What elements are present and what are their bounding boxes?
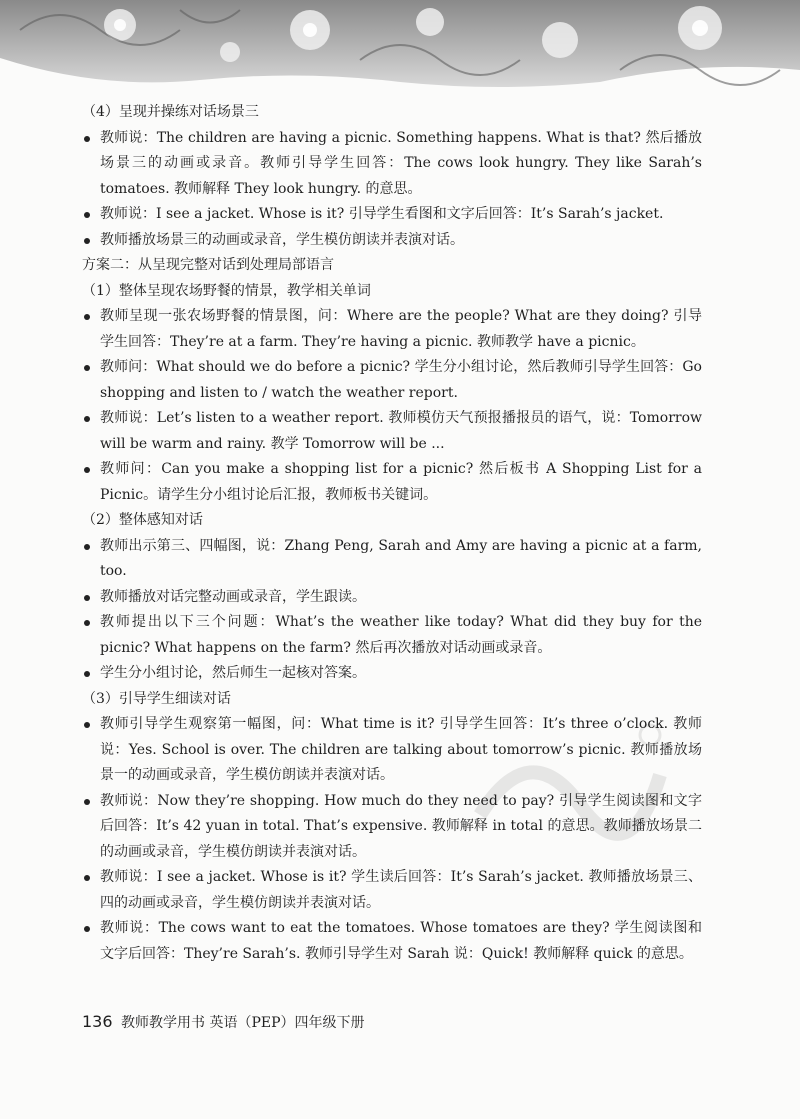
bullet-text: 教师说：The children are having a picnic. Something happens. What is that? 然后播放场景三的动画或录音。教师引导学生回答：The cows look hungry. They like Sarah’s tomatoes. 教师解释 They look hungry. 的意思。: [100, 129, 702, 197]
bullet-dot-icon: [84, 671, 90, 677]
bullet-item: [82, 304, 702, 355]
bullet-text: 教师说：Let’s listen to a weather report. 教师模仿天气预报播报员的语气，说：Tomorrow will be warm and rainy. 教学 Tomorrow will be ...: [100, 410, 702, 452]
bullet-dot-icon: [84, 875, 90, 881]
bullet-dot-icon: [84, 799, 90, 805]
bullet-item: [82, 916, 702, 967]
bullet-text: 教师说：Now they’re shopping. How much do they need to pay? 引导学生阅读图和文字后回答：It’s 42 yuan in total. That’s expensive. 教师解释 in total 的意思。教师播放场景二的动画或录音，学生模仿朗读并表演对话。: [100, 792, 702, 860]
bullet-text: 教师播放场景三的动画或录音，学生模仿朗读并表演对话。: [100, 231, 464, 248]
bullet-dot-icon: [84, 238, 90, 244]
section-heading: （2）整体感知对话: [82, 512, 203, 528]
bullet-item: [82, 355, 702, 406]
bullet-item: [82, 661, 702, 687]
bullet-dot-icon: [84, 136, 90, 142]
bullet-text: 教师播放对话完整动画或录音，学生跟读。: [100, 588, 366, 605]
section-heading: （3）引导学生细读对话: [82, 690, 231, 707]
bullet-dot-icon: [84, 365, 90, 371]
bullet-dot-icon: [84, 722, 90, 728]
bullet-dot-icon: [84, 467, 90, 473]
bullet-text: 教师提出以下三个问题：What’s the weather like today? What did they buy for the picnic? What happens on the farm? 然后再次播放对话动画或录音。: [100, 614, 702, 656]
book-title: 教师教学用书 英语（PEP）四年级下册: [121, 1015, 365, 1031]
page-content: [82, 100, 702, 967]
bullet-text: 教师说：I see a jacket. Whose is it? 引导学生看图和文字后回答：It’s Sarah’s jacket.: [100, 206, 664, 222]
section-heading: 方案二：从呈现完整对话到处理局部语言: [82, 257, 334, 273]
bullet-item: [82, 585, 702, 611]
section-heading: （1）整体呈现农场野餐的情景，教学相关单词: [82, 282, 371, 299]
bullet-item: [82, 789, 702, 866]
bullet-item: [82, 865, 702, 916]
bullet-text: 教师呈现一张农场野餐的情景图，问：Where are the people? What are they doing? 引导学生回答：They’re at a farm. They’re having a picnic. 教师教学 have a picnic。: [100, 308, 702, 350]
bullet-text: 教师问：Can you make a shopping list for a picnic? 然后板书 A Shopping List for a Picnic。请学生分小组讨论后汇报，教师板书关键词。: [100, 461, 702, 503]
bullet-item: [82, 712, 702, 789]
bullet-item: [82, 126, 702, 203]
bullet-item: [82, 610, 702, 661]
bullet-text: 教师问：What should we do before a picnic? 学生分小组讨论，然后教师引导学生回答：Go shopping and listen to / watch the weather report.: [100, 359, 702, 401]
bullet-dot-icon: [84, 544, 90, 550]
section-heading: （4）呈现并操练对话场景三: [82, 104, 259, 120]
bullet-dot-icon: [84, 620, 90, 626]
bullet-item: [82, 202, 702, 228]
bullet-text: 教师说：The cows want to eat the tomatoes. Whose tomatoes are they? 学生阅读图和文字后回答：They’re Sarah’s. 教师引导学生对 Sarah 说：Quick! 教师解释 quick 的意思。: [100, 920, 702, 962]
bullet-text: 教师说：I see a jacket. Whose is it? 学生读后回答：It’s Sarah’s jacket. 教师播放场景三、四的动画或录音，学生模仿朗读并表演对话。: [100, 869, 702, 911]
bullet-item: [82, 534, 702, 585]
bullet-text: 教师出示第三、四幅图，说：Zhang Peng, Sarah and Amy are having a picnic at a farm, too.: [100, 537, 702, 579]
bullet-item: [82, 406, 702, 457]
page-number: 136: [82, 1012, 113, 1031]
page-footer: [82, 1012, 365, 1032]
bullet-dot-icon: [84, 595, 90, 601]
bullet-dot-icon: [84, 926, 90, 932]
bullet-dot-icon: [84, 212, 90, 218]
bullet-text: 学生分小组讨论，然后师生一起核对答案。: [100, 665, 366, 681]
bullet-dot-icon: [84, 416, 90, 422]
bullet-text: 教师引导学生观察第一幅图，问：What time is it? 引导学生回答：It’s three o’clock. 教师说：Yes. School is over. The children are talking about tomorrow’s picnic. 教师播放场景一的动画或录音，学生模仿朗读并表演对话。: [100, 716, 702, 783]
bullet-item: [82, 228, 702, 254]
bullet-dot-icon: [84, 314, 90, 320]
bullet-item: [82, 457, 702, 508]
floral-banner-icon: [0, 0, 800, 92]
